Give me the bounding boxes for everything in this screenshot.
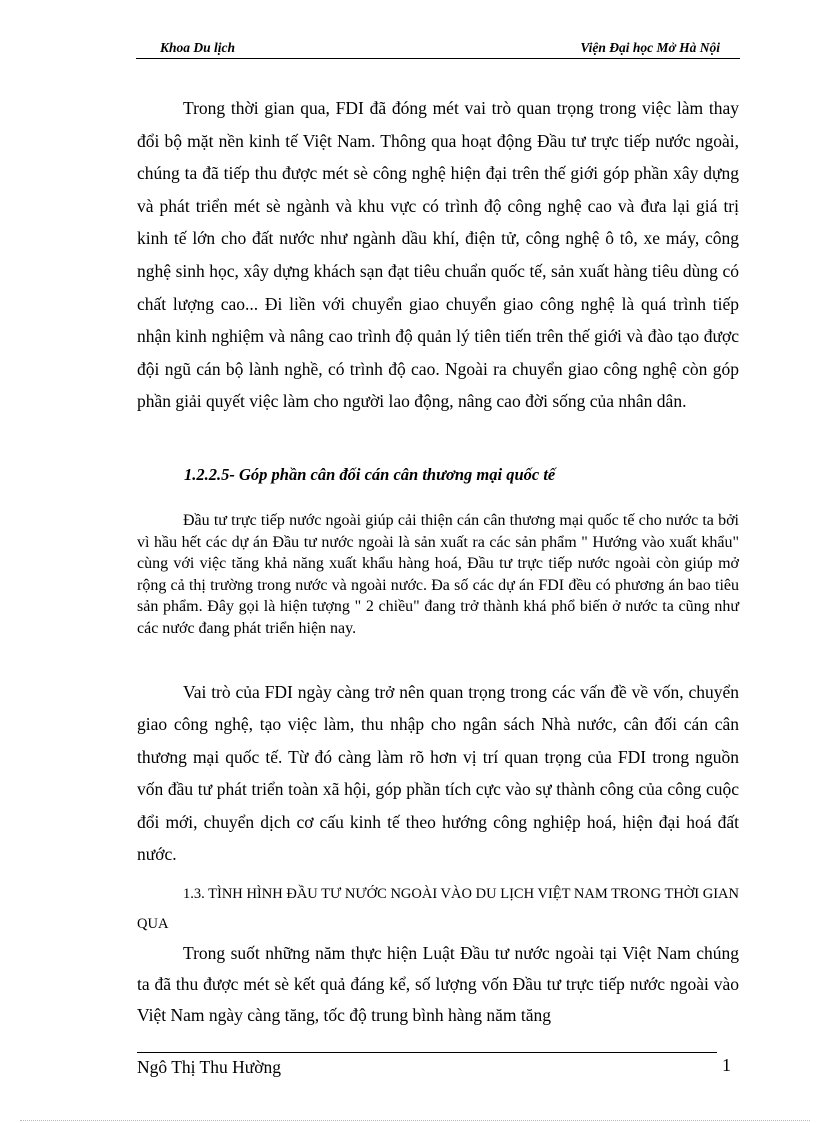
page-header [136,38,740,59]
paragraph-trade-balance: Đầu tư trực tiếp nước ngoài giúp cải thiện cán cân thương mại quốc tế cho nước ta bởi vì hầu hết các dự án Đầu tư nước ngoài là sản xuất ra các sản phẩm " Hướng vào xuất khẩu" cùng với việc tăng khả năng xuất khẩu hàng hoá, Đầu tư trực tiếp nước ngoài còn giúp mở rộng cả thị trường trong nước và ngoài nước. Đa số các dự án FDI đều có phương án bao tiêu sản phẩm. Đây gọi là hiện tượng " 2 chiều" đang trở thành khá phổ biến ở nước ta cũng như các nước đang phát triển hiện nay. [137,512,739,637]
footer-author: Ngô Thị Thu Hường [137,1057,281,1077]
section-heading-1-3: 1.3. TÌNH HÌNH ĐẦU TƯ NƯỚC NGOÀI VÀO DU LỊCH VIỆT NAM TRONG THỜI GIAN QUA [137,886,739,932]
page-number: 1 [722,1055,731,1075]
paragraph-fdi-importance: Vai trò của FDI ngày càng trở nên quan trọng trong các vấn đề về vốn, chuyển giao công nghệ, tạo việc làm, thu nhập cho ngân sách Nhà nước, cân đối cán cân thương mại quốc tế. Từ đó càng làm rõ hơn vị trí quan trọng của FDI trong nguồn vốn đầu tư phát triển toàn xã hội, góp phần tích cực vào sự thành công của công cuộc đổi mới, chuyển dịch cơ cấu kinh tế theo hướng công nghiệp hoá, hiện đại hoá đất nước. [137,682,739,865]
page-edge-divider [20,1120,810,1121]
subheading-trade-balance: 1.2.2.5- Góp phần cân đối cán cân thương mại quốc tế [184,465,556,484]
header-department: Khoa Du lịch [160,40,236,55]
footer-divider [137,1052,717,1053]
header-institution: Viện Đại học Mở Hà Nội [580,40,720,55]
paragraph-investment-results: Trong suốt những năm thực hiện Luật Đầu tư nước ngoài tại Việt Nam chúng ta đã thu được mét sè kết quả đáng kể, số lượng vốn Đầu tư trực tiếp nước ngoài vào Việt Nam ngày càng tăng, tốc độ trung bình hàng năm tăng [137,943,739,1025]
paragraph-fdi-role: Trong thời gian qua, FDI đã đóng mét vai trò quan trọng trong việc làm thay đổi bộ mặt nền kinh tế Việt Nam. Thông qua hoạt động Đầu tư trực tiếp nước ngoài, chúng ta đã tiếp thu được mét sè công nghệ hiện đại trên thế giới góp phần xây dựng và phát triển mét sè ngành và khu vực có trình độ công nghệ cao và đưa lại giá trị kinh tế lớn cho đất nước như ngành dầu khí, điện tử, công nghệ ô tô, xe máy, công nghệ sinh học, xây dựng khách sạn đạt tiêu chuẩn quốc tế, sản xuất hàng tiêu dùng có chất lượng cao... Đi liền với chuyển giao chuyển giao công nghệ là quá trình tiếp nhận kinh nghiệm và nâng cao trình độ quản lý tiên tiến trên thế giới và đào tạo được đội ngũ cán bộ lành nghề, có trình độ cao. Ngoài ra chuyển giao công nghệ còn góp phần giải quyết việc làm cho người lao động, nâng cao đời sống của nhân dân. [137,98,739,412]
